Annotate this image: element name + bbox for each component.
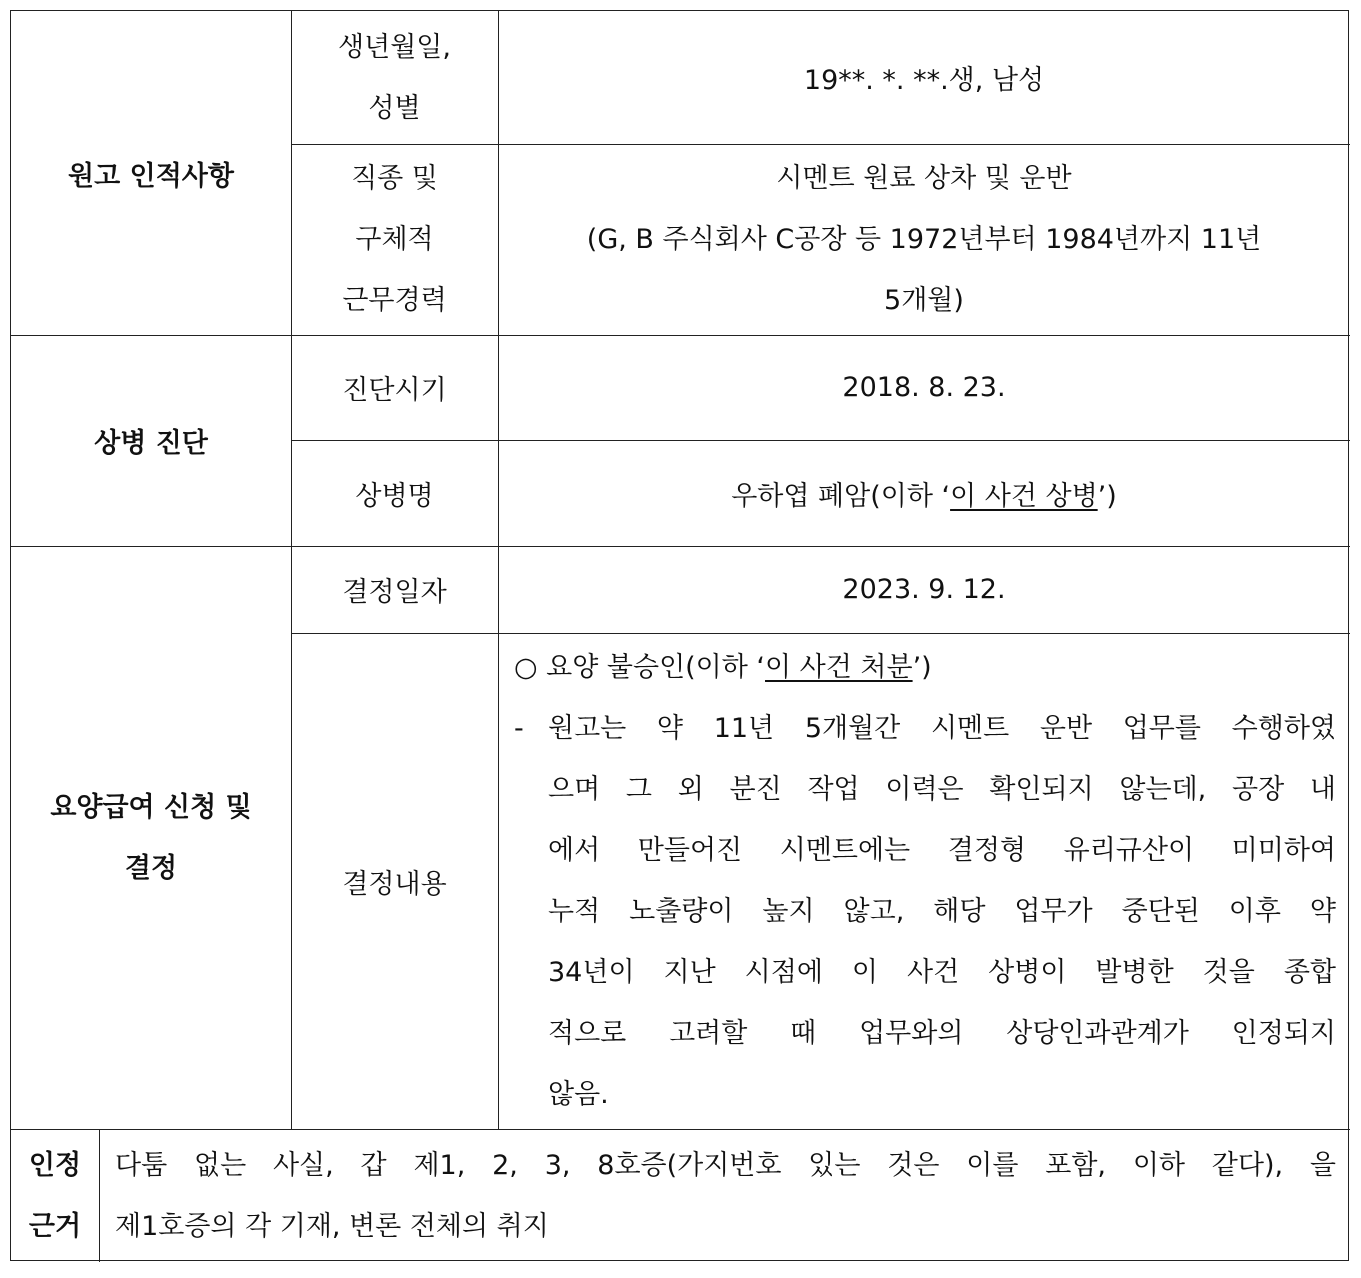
dash-bullet-icon: -	[514, 713, 524, 744]
decision-date-label-text: 결정일자	[342, 577, 447, 608]
diagnosis-date-label-text: 진단시기	[342, 375, 447, 406]
basis-label-line-1: 인정	[28, 1149, 82, 1181]
job-history-value	[498, 144, 1350, 335]
decision-content-value	[498, 633, 1350, 1129]
decision-header-line-2: 결정	[124, 852, 178, 884]
diagnosis-date-label	[291, 335, 498, 440]
reason-line: 으며 그 외 분진 작업 이력은 확인되지 않는데, 공장 내	[548, 774, 1336, 805]
decision-bullet-prefix: 요양 불승인(이하 ‘	[546, 652, 766, 683]
birth-gender-value	[498, 11, 1350, 144]
disease-name-prefix: 우하엽 폐암(이하 ‘	[731, 480, 951, 512]
birth-gender-value-text: 19**. *. **.생, 남성	[803, 65, 1045, 96]
diagnosis-header	[11, 335, 291, 546]
job-label-line-2: 구체적	[355, 224, 434, 255]
disease-name-suffix: ’)	[1097, 480, 1117, 512]
disease-name-defined-term: 이 사건 상병	[950, 480, 1098, 512]
job-label-line-3: 근무경력	[342, 285, 447, 316]
reason-line: 에서 만들어진 시멘트에는 결정형 유리규산이 미미하여	[548, 835, 1336, 866]
diagnosis-date-value-text: 2018. 8. 23.	[842, 372, 1006, 403]
plaintiff-header	[11, 11, 291, 335]
job-value-line-2: (G, B 주식회사 C공장 등 1972년부터 1984년까지 11년	[586, 224, 1262, 255]
basis-value	[99, 1129, 1350, 1262]
circle-bullet-icon: ○	[514, 652, 538, 683]
reason-line: 원고는 약 11년 5개월간 시멘트 운반 업무를 수행하였	[548, 713, 1336, 744]
basis-label	[11, 1129, 99, 1262]
disease-name-label-text: 상병명	[355, 480, 434, 512]
decision-date-value-text: 2023. 9. 12.	[842, 574, 1006, 605]
decision-date-label	[291, 546, 498, 633]
plaintiff-header-text: 원고 인적사항	[68, 160, 234, 192]
diagnosis-date-value	[498, 335, 1350, 440]
decision-header-line-1: 요양급여 신청 및	[50, 791, 252, 823]
basis-line-2: 제1호증의 각 기재, 변론 전체의 취지	[115, 1210, 549, 1242]
disease-name-label	[291, 440, 498, 546]
birth-label-line: 생년월일,	[338, 31, 451, 63]
gender-label-line: 성별	[368, 92, 421, 124]
decision-bullet	[514, 637, 1336, 698]
decision-date-value	[498, 546, 1350, 633]
reason-line: 34년이 지난 시점에 이 사건 상병이 발병한 것을 종합	[548, 957, 1336, 988]
reason-line: 누적 노출량이 높지 않고, 해당 업무가 중단된 이후 약	[548, 896, 1336, 927]
diagnosis-header-text: 상병 진단	[94, 428, 208, 459]
decision-content-label	[291, 633, 498, 1129]
decision-header	[11, 546, 291, 1129]
job-history-label	[291, 144, 498, 335]
job-label-line-1: 직종 및	[351, 163, 438, 194]
basis-label-line-2: 근거	[28, 1210, 82, 1242]
decision-defined-term: 이 사건 처분	[765, 652, 913, 683]
decision-reason	[514, 698, 1336, 1125]
case-summary-table	[10, 10, 1349, 1261]
job-value-line-3: 5개월)	[884, 285, 964, 316]
disease-name-value	[498, 440, 1350, 546]
birth-gender-label	[291, 11, 498, 144]
reason-line: 적으로 고려할 때 업무와의 상당인과관계가 인정되지	[548, 1018, 1336, 1049]
decision-content-label-text: 결정내용	[342, 868, 447, 900]
decision-bullet-suffix: ’)	[912, 652, 932, 683]
reason-line: 않음.	[548, 1079, 609, 1110]
basis-line-1: 다툼 없는 사실, 갑 제1, 2, 3, 8호증(가지번호 있는 것은 이를 포함, 이하 같다), 을	[115, 1149, 1336, 1181]
job-value-line-1: 시멘트 원료 상차 및 운반	[776, 163, 1072, 194]
